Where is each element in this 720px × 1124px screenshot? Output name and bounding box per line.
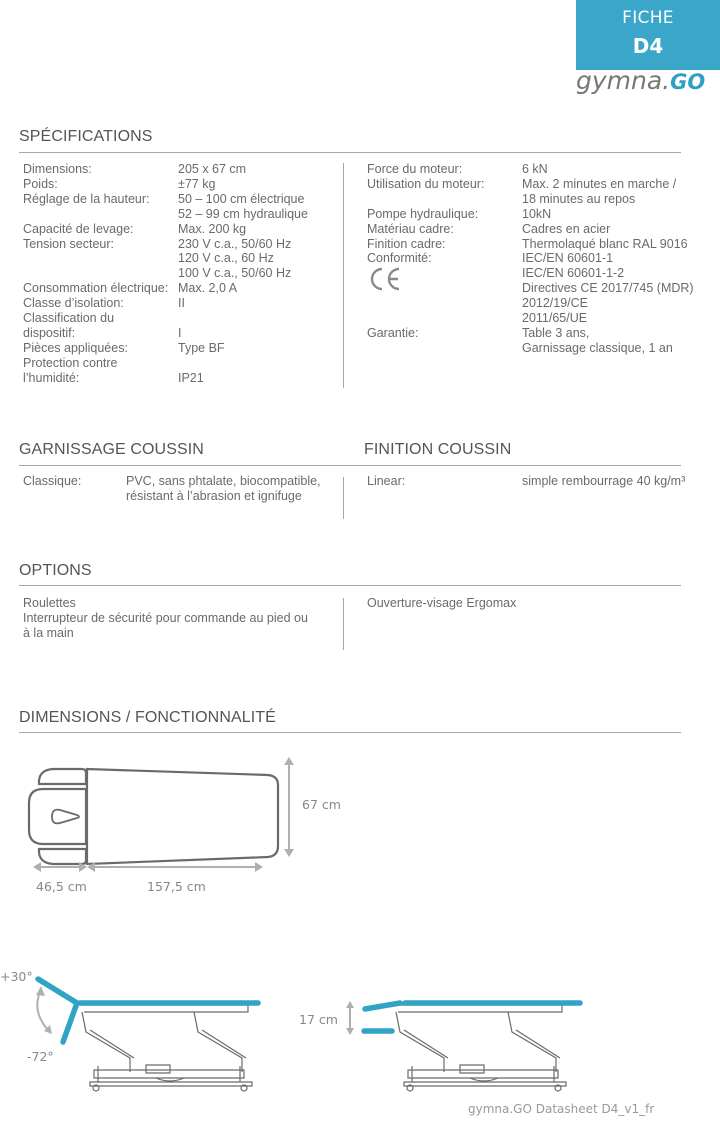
spec-row xyxy=(23,192,343,207)
specifications-title: SPÉCIFICATIONS xyxy=(19,128,153,145)
spec-label: Finition cadre: xyxy=(367,236,446,251)
brand-logo xyxy=(576,66,716,95)
spec-list-right xyxy=(367,162,717,356)
spec-row xyxy=(23,341,343,356)
column-divider xyxy=(343,477,344,519)
options-title: OPTIONS xyxy=(19,562,92,579)
spec-label xyxy=(23,251,178,266)
spec-label: Garantie: xyxy=(367,325,419,340)
spec-value: 230 V c.a., 50/60 Hz xyxy=(178,236,292,251)
spec-value: 6 kN xyxy=(522,162,548,176)
options-divider xyxy=(19,585,681,586)
spec-value: IP21 xyxy=(178,370,204,385)
spec-row xyxy=(367,207,717,222)
spec-value: II xyxy=(178,296,185,311)
face-opening-icon xyxy=(52,810,79,824)
spec-row xyxy=(367,266,717,281)
spec-row xyxy=(23,326,343,341)
dimensions-divider xyxy=(19,732,681,733)
option-item: Interrupteur de sécurité pour commande au pied ou xyxy=(23,611,308,625)
spec-row xyxy=(23,371,343,386)
width-arrow xyxy=(280,755,300,865)
spec-value: 50 – 100 cm électrique xyxy=(178,191,305,206)
upholstery-label: Classique: xyxy=(23,474,82,488)
length-arrows xyxy=(33,860,265,879)
option-item: Roulettes xyxy=(23,596,76,610)
spec-label: Tension secteur: xyxy=(23,236,115,251)
side-view-head-drop xyxy=(340,995,590,1100)
finish-title: FINITION COUSSIN xyxy=(364,441,512,458)
side-view-headrest-angle xyxy=(30,970,270,1100)
spec-row xyxy=(23,281,343,296)
finish-label: Linear: xyxy=(367,474,406,488)
spec-value: Cadres en acier xyxy=(522,221,611,236)
ce-mark-icon xyxy=(368,266,404,297)
angle-up-label: +30° xyxy=(0,969,33,984)
upholstery-value-line2: résistant à l’abrasion et ignifuge xyxy=(126,489,302,503)
spec-value: 2012/19/CE xyxy=(522,296,589,311)
spec-label: Réglage de la hauteur: xyxy=(23,191,150,206)
spec-label: Classe d’isolation: xyxy=(23,296,124,311)
spec-label: Utilisation du moteur: xyxy=(367,176,485,191)
dimensions-title: DIMENSIONS / FONCTIONNALITÉ xyxy=(19,709,276,726)
body-length-label: 157,5 cm xyxy=(147,879,206,894)
spec-label xyxy=(367,341,522,356)
spec-value: 52 – 99 cm hydraulique xyxy=(178,206,308,221)
spec-row xyxy=(367,341,717,356)
spec-value: Type BF xyxy=(178,340,225,355)
spec-value: Directives CE 2017/745 (MDR) xyxy=(522,281,694,296)
spec-row xyxy=(23,266,343,281)
width-label: 67 cm xyxy=(302,797,341,812)
spec-value: 2011/65/UE xyxy=(522,311,588,326)
spec-value: 10kN xyxy=(522,206,552,221)
upholstery-value-line1: PVC, sans phtalate, biocompatible, xyxy=(126,474,321,488)
logo-main: gymna. xyxy=(576,66,671,95)
spec-label: Capacité de levage: xyxy=(23,221,134,236)
spec-label xyxy=(23,207,178,222)
spec-label: Conformité: xyxy=(367,251,432,266)
spec-label: Pompe hydraulique: xyxy=(367,206,479,221)
spec-row xyxy=(23,177,343,192)
spec-row xyxy=(367,222,717,237)
badge-model: D4 xyxy=(632,34,664,58)
upholstery-divider xyxy=(19,465,681,466)
spec-row xyxy=(367,162,717,177)
option-item: à la main xyxy=(23,626,74,640)
spec-row xyxy=(367,177,717,192)
spec-row xyxy=(23,251,343,266)
spec-row xyxy=(367,192,717,207)
logo-accent: GO xyxy=(670,70,706,94)
head-length-label: 46,5 cm xyxy=(36,879,87,894)
spec-row xyxy=(23,207,343,222)
spec-label: Consommation électrique: xyxy=(23,281,169,296)
spec-row xyxy=(23,356,343,371)
column-divider xyxy=(343,598,344,650)
spec-row xyxy=(23,311,343,326)
spec-label xyxy=(367,192,522,207)
spec-label: Dimensions: xyxy=(23,162,92,176)
spec-value: Max. 2 minutes en marche / xyxy=(522,176,677,191)
spec-value: 100 V c.a., 50/60 Hz xyxy=(178,266,292,281)
spec-value: I xyxy=(178,325,182,340)
spec-row xyxy=(23,296,343,311)
column-divider xyxy=(343,163,344,388)
spec-label: l’humidité: xyxy=(23,370,80,385)
spec-value: 205 x 67 cm xyxy=(178,162,247,176)
spec-row xyxy=(367,251,717,266)
spec-value: ±77 kg xyxy=(178,176,216,191)
spec-row xyxy=(367,281,717,296)
spec-value: IEC/EN 60601-1 xyxy=(522,251,614,266)
spec-value: IEC/EN 60601-1-2 xyxy=(522,266,625,281)
spec-row xyxy=(23,162,343,177)
spec-label xyxy=(367,311,522,326)
drop-label: 17 cm xyxy=(299,1012,338,1027)
upholstery-title: GARNISSAGE COUSSIN xyxy=(19,441,204,458)
spec-value: Table 3 ans, xyxy=(522,325,590,340)
spec-value: Max. 2,0 A xyxy=(178,281,238,296)
finish-value: simple rembourrage 40 kg/m³ xyxy=(522,474,686,488)
spec-row xyxy=(367,237,717,252)
spec-row xyxy=(367,296,717,311)
spec-value: Garnissage classique, 1 an xyxy=(522,340,673,355)
footer-reference: gymna.GO Datasheet D4_v1_fr xyxy=(468,1102,655,1116)
spec-label: Classification du xyxy=(23,311,115,326)
badge-label: FICHE xyxy=(622,8,674,28)
spec-row xyxy=(23,222,343,237)
spec-label: Protection contre xyxy=(23,355,118,370)
specifications-divider xyxy=(19,152,681,153)
spec-row xyxy=(23,237,343,252)
spec-row xyxy=(367,311,717,326)
angle-down-label: -72° xyxy=(27,1049,54,1064)
spec-value: 18 minutes au repos xyxy=(522,191,636,206)
spec-label: dispositif: xyxy=(23,325,76,340)
spec-label: Matériau cadre: xyxy=(367,221,454,236)
spec-list-left xyxy=(23,162,343,386)
spec-value: Thermolaqué blanc RAL 9016 xyxy=(522,236,688,251)
option-item: Ouverture-visage Ergomax xyxy=(367,596,517,610)
spec-label xyxy=(367,296,522,311)
spec-label: Poids: xyxy=(23,176,58,191)
spec-row xyxy=(367,326,717,341)
spec-value: Max. 200 kg xyxy=(178,221,247,236)
spec-label: Force du moteur: xyxy=(367,162,463,176)
spec-value: 120 V c.a., 60 Hz xyxy=(178,251,274,266)
fiche-badge xyxy=(576,0,720,70)
spec-label xyxy=(23,266,178,281)
spec-label: Pièces appliquées: xyxy=(23,340,128,355)
